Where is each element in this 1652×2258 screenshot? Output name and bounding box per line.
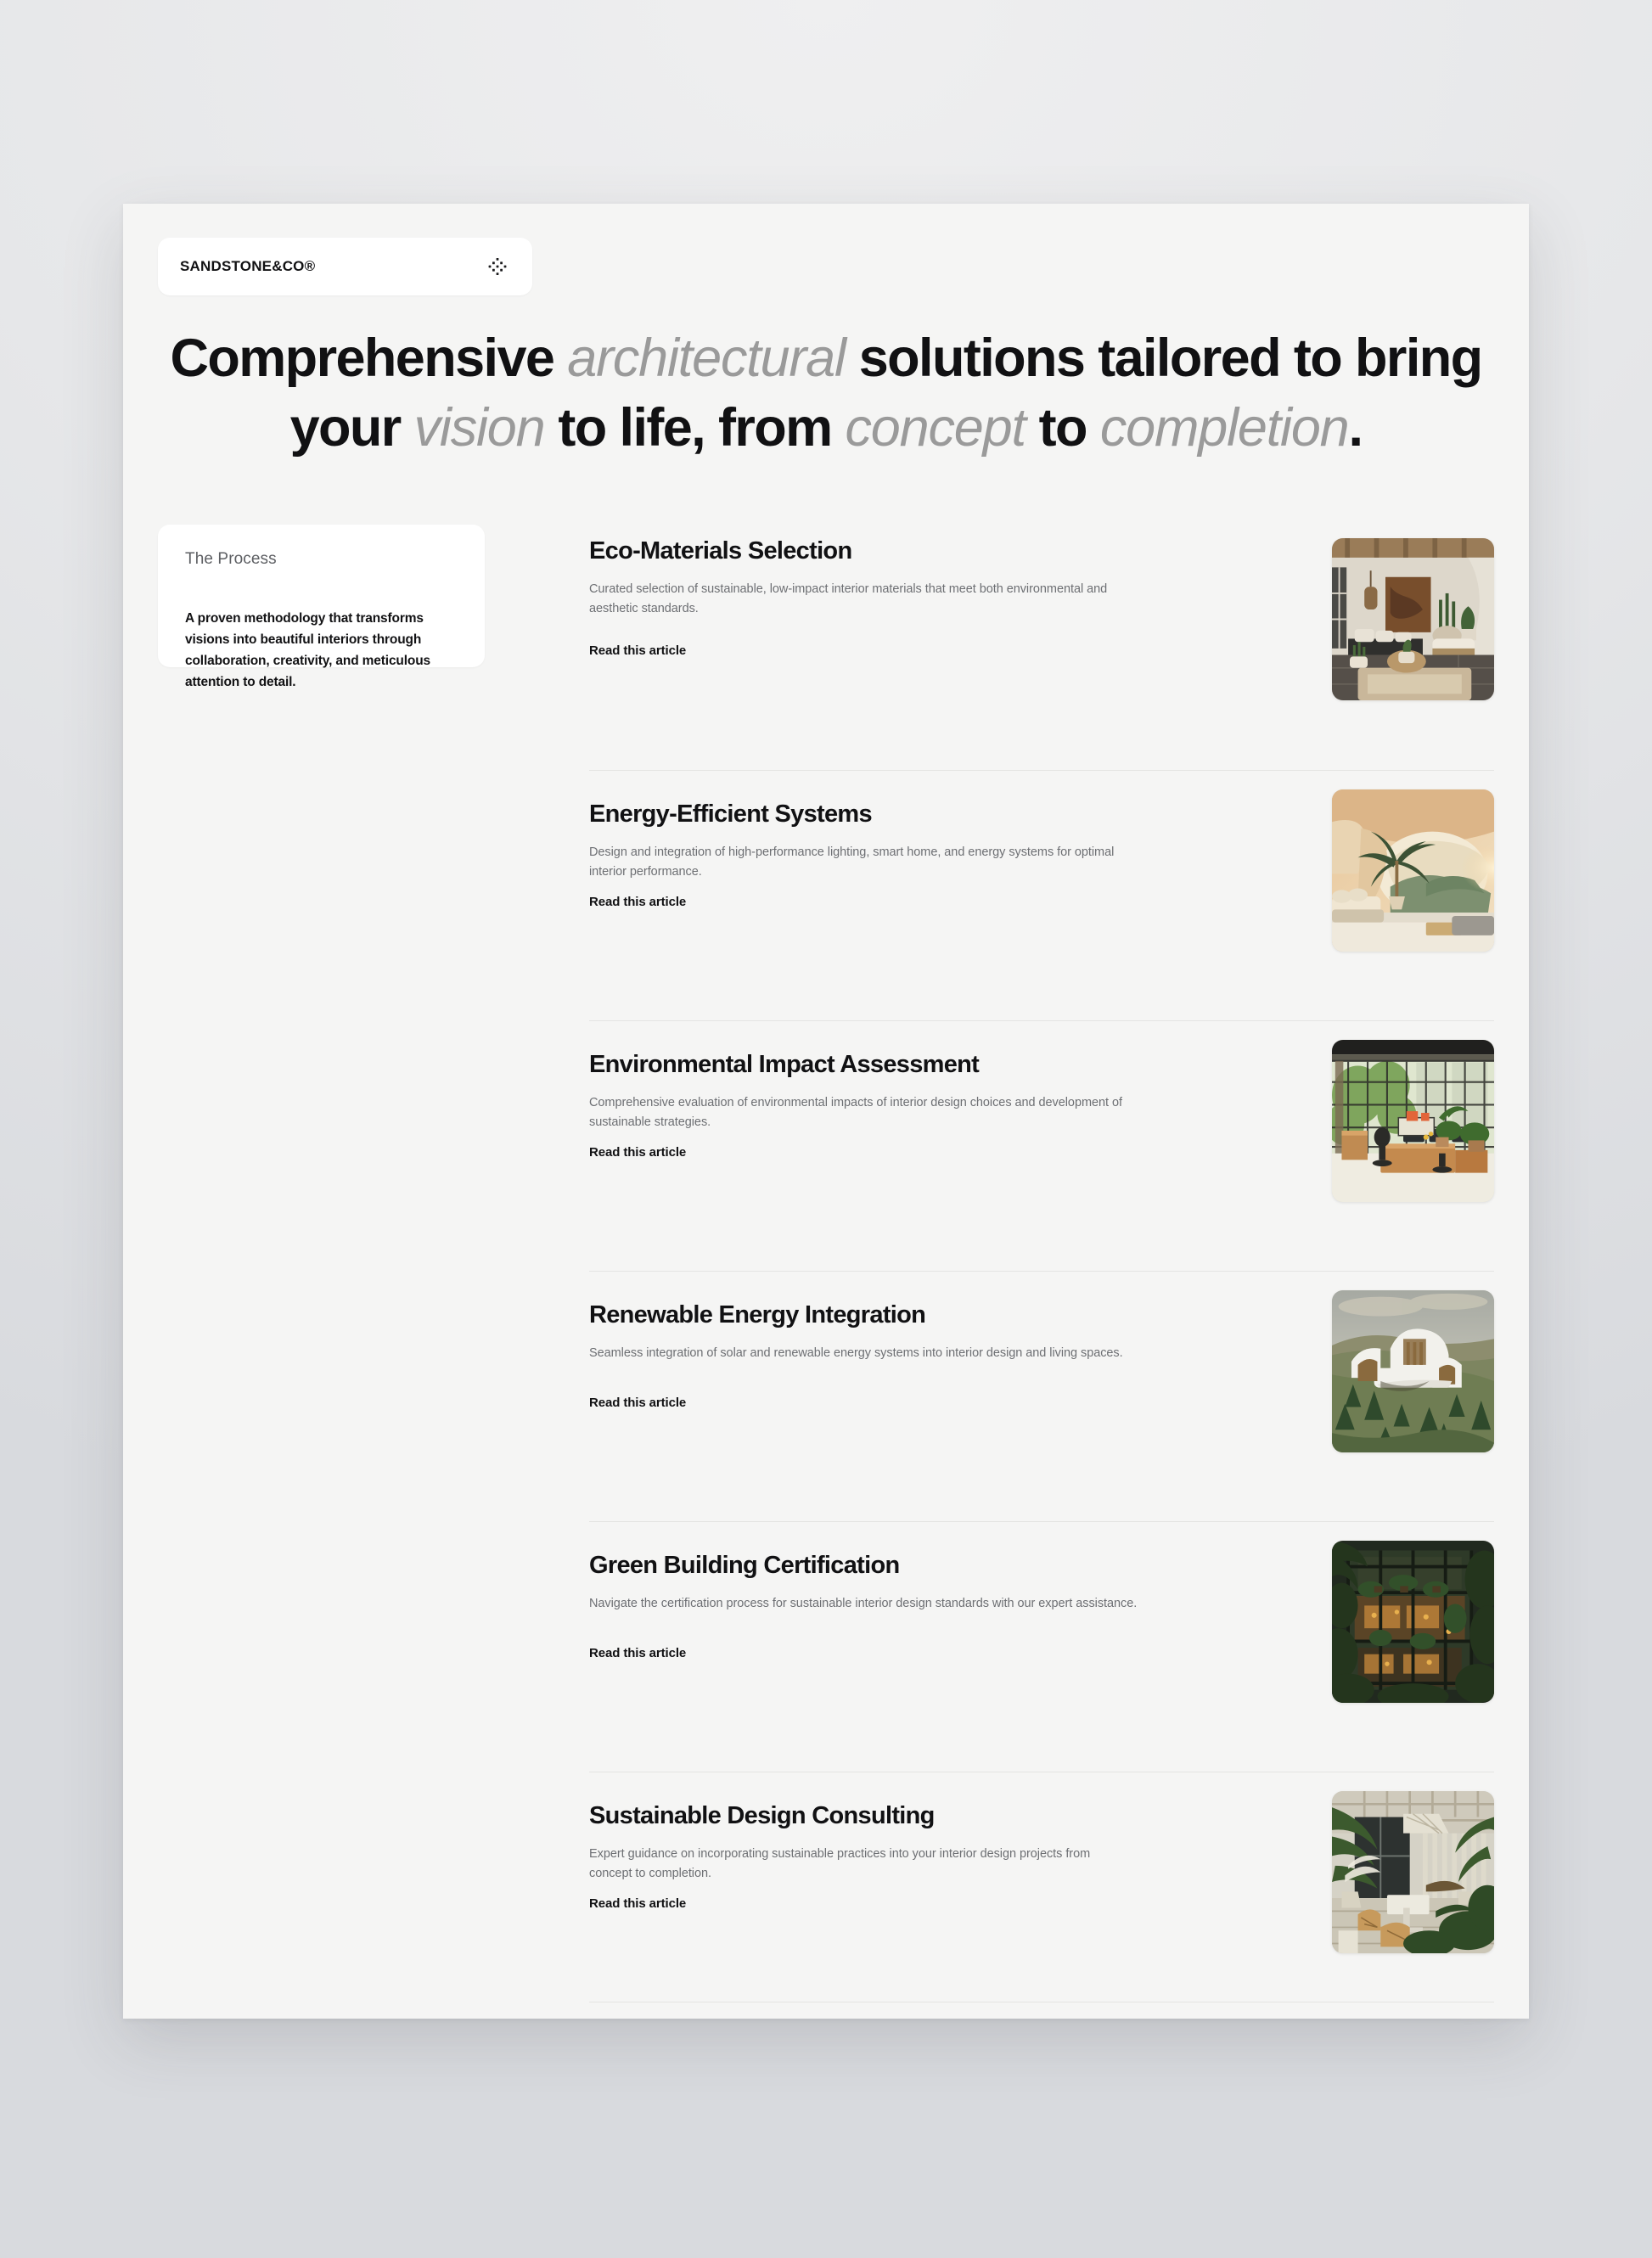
brand-bar[interactable] [158,238,532,295]
article-description: Curated selection of sustainable, low-impact interior materials that meet both environmental and aesthetic standards. [589,581,1108,616]
process-card [158,525,485,690]
headline-part-2: solutions tailored to bring your [289,329,1482,458]
read-article-link[interactable]: Read this article [589,1646,687,1660]
dot-diamond-icon[interactable] [485,254,510,279]
article-row[interactable] [589,1521,1494,1772]
process-body: A proven methodology that transforms visions into beautiful interiors through collaboration, creativity, and meticulous attention to detail. [185,611,430,690]
brand-name: SANDSTONE&CO® [180,258,316,274]
headline-part-3: to life, from [544,397,846,458]
read-article-link[interactable]: Read this article [589,643,687,658]
article-row[interactable] [589,1772,1494,2022]
article-title: Green Building Certification [589,1552,900,1579]
read-article-link[interactable]: Read this article [589,1896,687,1911]
article-row[interactable] [589,1271,1494,1521]
read-article-link[interactable]: Read this article [589,1396,687,1410]
headline-em-completion: completion [1099,397,1349,458]
article-title: Renewable Energy Integration [589,1301,926,1328]
process-title: The Process [185,550,277,568]
article-description: Comprehensive evaluation of environmental impacts of interior design choices and development of sustainable strategies. [589,1095,1122,1130]
article-title: Energy-Efficient Systems [589,800,872,828]
article-description: Seamless integration of solar and renewable energy systems into interior design and living spaces. [589,1345,1123,1360]
read-article-link[interactable]: Read this article [589,895,687,909]
read-article-link[interactable]: Read this article [589,1145,687,1160]
article-description: Expert guidance on incorporating sustainable practices into your interior design projects from concept to completion. [589,1846,1091,1881]
article-list [589,520,1494,2022]
headline-part-4: to [1025,397,1100,458]
app-sheet [123,204,1529,2019]
rustic-interior-thumbnail[interactable] [1332,538,1494,700]
headline-em-architectural: architectural [567,329,846,388]
article-title: Environmental Impact Assessment [589,1051,980,1078]
tropical-patio-thumbnail[interactable] [1332,1791,1494,1953]
headline-part-1: Comprehensive [170,329,568,388]
article-title: Sustainable Design Consulting [589,1802,935,1829]
glass-greenhouse-thumbnail[interactable] [1332,1541,1494,1703]
green-office-thumbnail[interactable] [1332,1040,1494,1202]
golden-hour-terrace-thumbnail[interactable] [1332,789,1494,952]
article-description: Navigate the certification process for sustainable interior design standards with our expert assistance. [589,1596,1138,1610]
article-row[interactable] [589,1020,1494,1271]
article-description: Design and integration of high-performance lighting, smart home, and energy systems for optimal interior performance. [589,845,1115,879]
headline-em-concept: concept [845,397,1025,458]
organic-hillside-house-thumbnail[interactable] [1332,1290,1494,1452]
headline-period: . [1348,397,1363,458]
article-row[interactable] [589,770,1494,1020]
headline-em-vision: vision [413,397,545,458]
article-title: Eco-Materials Selection [589,537,852,564]
article-row[interactable] [589,520,1494,770]
page-headline [123,324,1529,463]
